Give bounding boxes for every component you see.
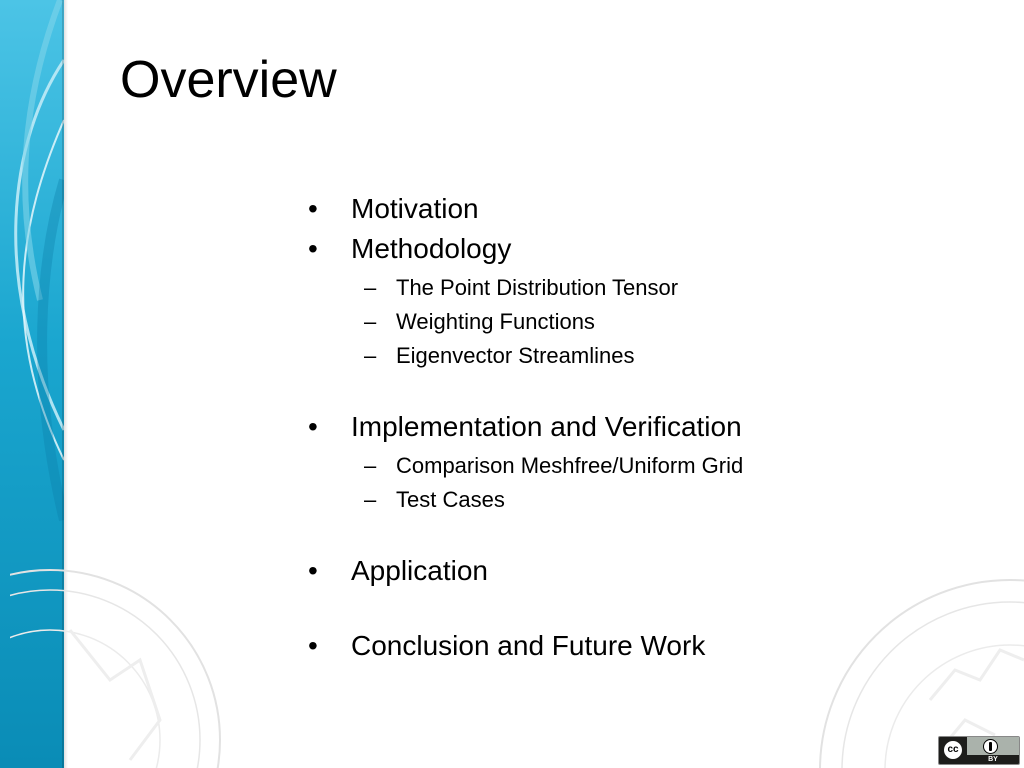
dash-icon: – xyxy=(364,453,377,478)
sub-list-item-label: Comparison Meshfree/Uniform Grid xyxy=(396,453,744,478)
bullet-icon: • xyxy=(308,233,318,264)
sub-list-item-label: Test Cases xyxy=(396,487,505,512)
list-item-label: Methodology xyxy=(351,233,512,264)
sub-list-item-label: Eigenvector Streamlines xyxy=(396,343,635,368)
list-item-label: Motivation xyxy=(351,193,479,224)
dash-icon: – xyxy=(364,343,377,368)
seal-left-watermark xyxy=(10,560,240,768)
list-item-label: Implementation and Verification xyxy=(351,411,742,442)
bullet-icon: • xyxy=(308,555,318,586)
dash-icon: – xyxy=(364,275,377,300)
bullet-icon: • xyxy=(308,193,318,224)
dash-icon: – xyxy=(364,487,377,512)
cc-license-badge[interactable] xyxy=(938,736,1020,765)
list-item-label: Application xyxy=(351,555,488,586)
list-item-label: Conclusion and Future Work xyxy=(351,630,706,661)
bullet-icon: • xyxy=(308,411,318,442)
person-icon xyxy=(983,739,998,754)
by-label: BY xyxy=(988,756,998,763)
sub-list-item-label: The Point Distribution Tensor xyxy=(396,275,679,300)
sub-list-item-label: Weighting Functions xyxy=(396,309,595,334)
cc-icon: cc xyxy=(942,739,964,761)
dash-icon: – xyxy=(364,309,377,334)
slide-title: Overview xyxy=(120,51,337,109)
bullet-icon: • xyxy=(308,630,318,661)
